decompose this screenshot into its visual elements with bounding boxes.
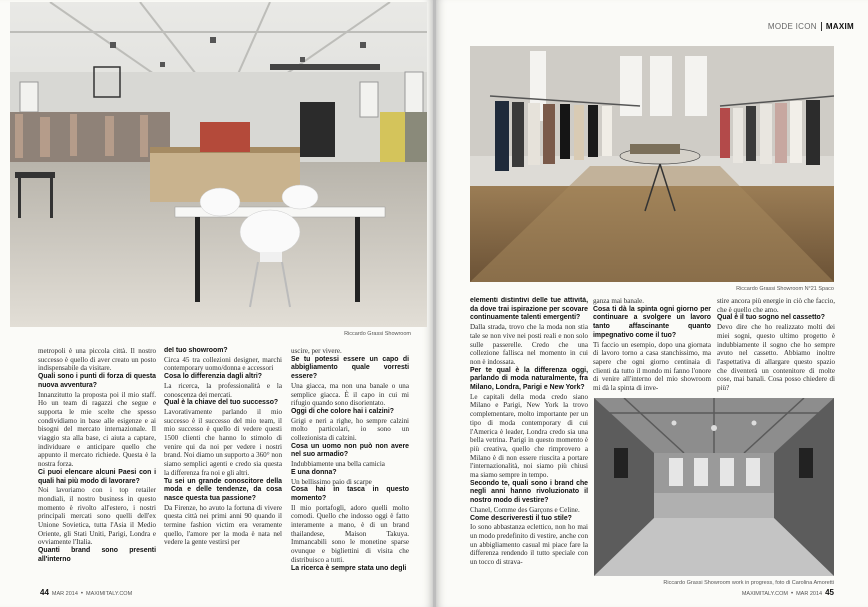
interview-answer: ganza mai banale. xyxy=(593,297,645,305)
interview-answer: Il mio portafogli, adoro quelli molto comodi. Quello che indosso oggi è fatto interamente a mano, è di un brand thailandese, Maison Takuya. Immancabili sono le monetine sparse ovunque e bigliettini di visita che distribuisco a tutti. xyxy=(291,503,409,564)
interview-question: Qual è il tuo sogno nel cassetto? xyxy=(717,314,825,322)
interview-question: Quali sono i punti di forza di questa nuova avventura? xyxy=(38,373,156,389)
interview-answer: Una giacca, ma non una banale o una semplice giacca. È il capo in cui mi rifugio quando sono disorientato. xyxy=(291,381,409,408)
interview-answer: Io sono abbastanza eclettico, non ho mai un modo predefinito di vestire, anche con un abbigliamento casual mi piace fare la differenza rendendo il tutto speciale con un tocco di strava- xyxy=(470,523,588,567)
text-column-3 xyxy=(291,347,409,575)
showroom-photo-bottom xyxy=(594,398,834,576)
interview-question: E una donna? xyxy=(291,468,337,476)
interview-answer: Ti faccio un esempio, dopo una giornata di lavoro torno a casa stanchissimo, ma sapere che ogni giorno centinaia di clienti da tutto il mondo mi fanno l'onore di venire all'interno del mio showroom mi dà la spinta di inve- xyxy=(593,340,711,392)
section-label: MODE ICON xyxy=(767,22,817,31)
interview-answer: Da Firenze, ho avuto la fortuna di vivere questa città nei primi anni 90 quando il termine fashion victim era veramente quello, l'amore per la moda è nata nel vedere la gente vestirsi per xyxy=(164,503,282,547)
interview-question: Cosa ti dà la spinta ogni giorno per continuare a svolgere un lavoro tanto affascinante quanto impegnativo come il tuo? xyxy=(593,305,711,339)
interview-question: Tu sei un grande conoscitore della moda e delle tendenze, da cosa nasce questa tua passione? xyxy=(164,477,282,502)
photo-caption: Riccardo Grassi Showroom xyxy=(344,331,411,337)
site-url: MAXIMITALY.COM xyxy=(741,591,788,597)
page-footer-right: MAXIMITALY.COM • MAR 2014 45 xyxy=(741,588,834,597)
interview-question: Per te qual è la differenza oggi, parlando di moda naturalmente, fra Milano, Londra, Parigi e New York? xyxy=(470,366,588,392)
interview-answer: Dalla strada, trovo che la moda non stia tale se non vive nei posti reali e non solo sulle passerelle. Credo che una collezione fallisca nel momento in cui non è indossata. xyxy=(470,323,588,366)
interview-answer: Lavorativamente parlando il mio successo è il successo del mio team, il mio successo è quello di vedere questi 1500 clienti che hanno lo stimolo di venire qui da noi per vedere i nostri brand. Noi diamo un supporto a 360° non siamo semplici agenti e credo sia questa la differenza fra noi e gli altri. xyxy=(164,407,282,477)
interview-question: La ricerca è sempre stata uno degli xyxy=(291,564,407,572)
interview-answer: Grigi e neri a righe, ho sempre calzini molto particolari, io sono un collezionista di calzini. xyxy=(291,416,409,443)
left-page xyxy=(0,0,433,607)
page-number: 44 xyxy=(40,588,49,597)
interview-question: Se tu potessi essere un capo di abbigliamento quale vorresti essere? xyxy=(291,355,409,381)
text-column-2 xyxy=(164,347,282,575)
interview-answer: Devo dire che ho realizzato molti dei miei sogni, questo ultimo progetto è indubbiamente il sogno che ho sempre avuto nel cassetto. Abbiamo inoltre l'aspettativa di allargare questo spazio che diventerà un contenitore di molte cose, mai banali. Cosa posso chiedere di più? xyxy=(717,323,835,392)
interview-question: Secondo te, quali sono i brand che negli anni hanno rivoluzionato il nostro modo di vestire? xyxy=(470,479,588,505)
interview-answer: Le capitali della moda credo siano Milano e Parigi, New York la trovo complementare, molto importante per un tipo di moda contemporary di cui l'America è leader, Londra credo sia una bella vetrina. Parigi in questo momento è più creativa, quello che rimprovero a Milano è di non essere riuscita a portare l'internazionalità, noi siamo più chiusi ma siamo sempre in tempo. xyxy=(470,392,588,480)
text-column-6 xyxy=(717,297,835,392)
interview-answer: La ricerca, la professionalità e la conoscenza dei mercati. xyxy=(164,381,282,399)
issue-date: MAR 2014 xyxy=(796,591,823,597)
interview-question: Cosa hai in tasca in questo momento? xyxy=(291,486,409,502)
interview-question: Ci puoi elencare alcuni Paesi con i quali hai più modo di lavorare? xyxy=(38,468,156,485)
page-number: 45 xyxy=(825,588,834,597)
right-page xyxy=(436,0,868,607)
photo-caption-top: Riccardo Grassi Showroom N°21 Spaco xyxy=(736,286,834,292)
interview-question: Cosa lo differenzia dagli altri? xyxy=(164,373,263,381)
section-header xyxy=(768,22,854,31)
interview-answer: Un bellissimo paio di scarpe xyxy=(291,477,372,486)
issue-date: MAR 2014 xyxy=(51,591,78,597)
text-column-4 xyxy=(470,297,588,579)
header-divider xyxy=(821,22,822,31)
page-footer-left: 44 MAR 2014 • MAXIMITALY.COM xyxy=(40,588,133,597)
magazine-brand: MAXIM xyxy=(825,22,854,31)
showroom-photo-left xyxy=(10,2,427,327)
interview-answer: Noi lavoriamo con i top retailer mondiali, il nostro business in questo momento è rivolto all'estero, i nostri principali mercati sono quelli dell'ex Unione Sovietica, tutta l'Asia il Medio Oriente, gli Stati Uniti, Parigi, Londra e ovviamente l'Italia. xyxy=(38,486,156,547)
photo-caption-bottom: Riccardo Grassi Showroom work in progress, foto di Carolina Amoretti xyxy=(663,580,834,586)
showroom-photo-top xyxy=(470,46,834,282)
interview-question: Oggi di che colore hai i calzini? xyxy=(291,407,394,415)
text-column-5 xyxy=(593,297,711,392)
interview-answer: Innanzitutto la proposta poi il mio staff. Ho un team di ragazzi che segue e supporta le mie scelte che spesso condividiamo in base alle esigenze e ai bisogni del mercato internazionale. Il viaggio sta alla base, ci aiuta a captare, individuare e anticipare quello che appunto il mercato richiede. Questa è la nostra forza. xyxy=(38,390,156,469)
interview-question: Cosa un uomo non può non avere nel suo armadio? xyxy=(291,442,409,459)
interview-question: Come descriveresti il tuo stile? xyxy=(470,514,572,522)
interview-answer: metropoli è una piccola città. Il nostro successo è quello di aver creato un posto indispensabile da visitare. xyxy=(38,347,156,373)
interview-answer: Indubbiamente una bella camicia xyxy=(291,460,385,469)
interview-question: Qual è la chiave del tuo successo? xyxy=(164,399,279,407)
site-url: MAXIMITALY.COM xyxy=(86,591,133,597)
interview-answer: stire ancora più energie in ciò che faccio, che è quello che amo. xyxy=(717,297,835,314)
interview-question: Quanti brand sono presenti all'interno xyxy=(38,547,156,563)
interview-answer: uscire, per vivere. xyxy=(291,347,342,355)
text-column-1 xyxy=(38,347,156,575)
interview-answer: Circa 45 tra collezioni designer, marchi contemporary uomo/donna e accessori xyxy=(164,355,282,373)
interview-answer: Chanel, Comme des Garçons e Celine. xyxy=(470,505,580,514)
interview-question: del tuo showroom? xyxy=(164,347,228,354)
interview-question: elementi distintivi delle tue attività, da dove trai ispirazione per scovare continuamente talenti emergenti? xyxy=(470,297,588,322)
